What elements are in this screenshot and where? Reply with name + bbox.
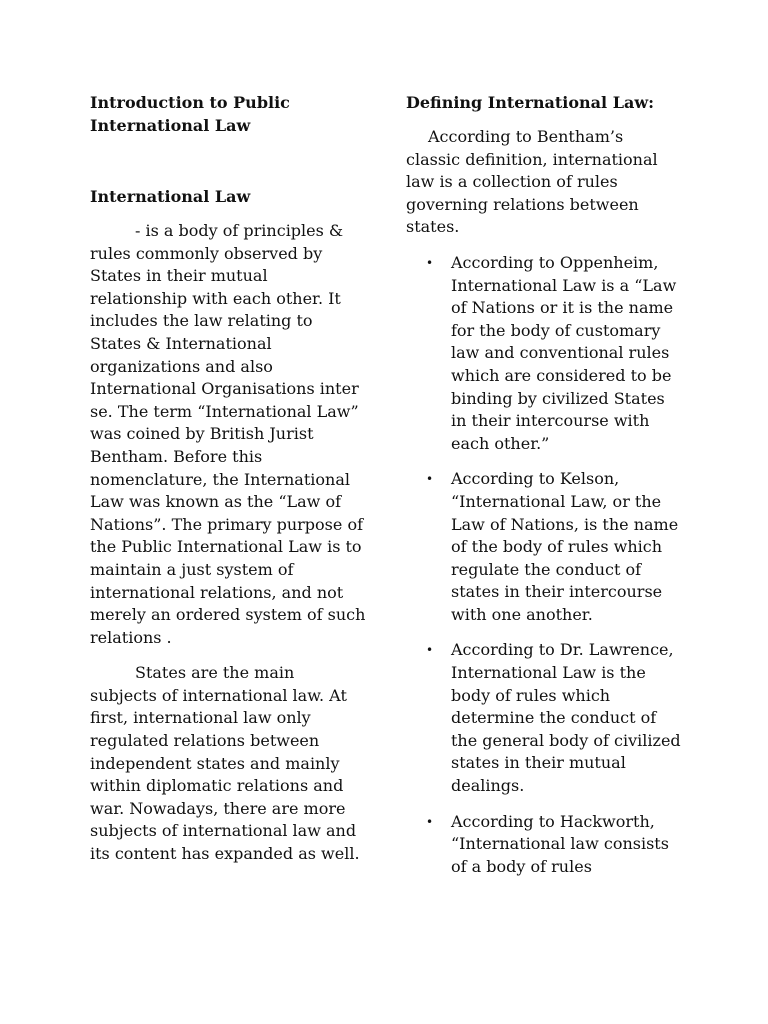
left-column <box>90 91 366 879</box>
list-item <box>406 252 682 455</box>
list-item <box>406 639 682 797</box>
bullet-icon: • <box>426 814 434 829</box>
bullet-icon: • <box>426 643 434 658</box>
definition-paragraph: - is a body of principles & rules commonly observed by States in their mutual relationship with each other. It includes the law relating to States & International organizations and also International Organisations inter se. The term “International Law” was coined by British Jurist Bentham. Before this nomenclature, the International Law was known as the “Law of Nations”. The primary purpose of the Public International Law is to maintain a just system of international relations, and not merely an ordered system of such relations . <box>90 221 366 647</box>
bullet-icon: • <box>426 255 434 270</box>
document-title: Introduction to Public International Law <box>90 93 290 135</box>
list-item <box>406 468 682 626</box>
definition-text: According to Hackworth, “International law consists of a body of rules <box>451 811 669 876</box>
definitions-list <box>406 252 682 878</box>
definition-text: According to Kelson, “International Law, or the Law of Nations, is the name of the body of rules which regulate the conduct of states in their intercourse with one another. <box>451 469 679 624</box>
list-item <box>406 811 682 879</box>
definition-text: According to Dr. Lawrence, International Law is the body of rules which determine the conduct of the general body of civilized states in their mutual dealings. <box>451 640 681 796</box>
definition-text: According to Oppenheim, International Law is a “Law of Nations or it is the name for the body of customary law and conventional rules which are considered to be binding by civilized States in their intercourse with each other.” <box>451 252 677 453</box>
bentham-paragraph: According to Bentham’s classic definition, international law is a collection of rules governing relations between states. <box>406 127 658 237</box>
bullet-icon: • <box>426 472 434 487</box>
subjects-paragraph: States are the main subjects of international law. At first, international law only regulated relations between independent states and mainly within diplomatic relations and war. Nowadays, there are more subjects of international law and its content has expanded as well. <box>90 663 360 864</box>
right-column <box>406 91 682 891</box>
section-heading-international-law: International Law <box>90 187 251 206</box>
section-heading-defining: Defining International Law: <box>406 93 654 112</box>
